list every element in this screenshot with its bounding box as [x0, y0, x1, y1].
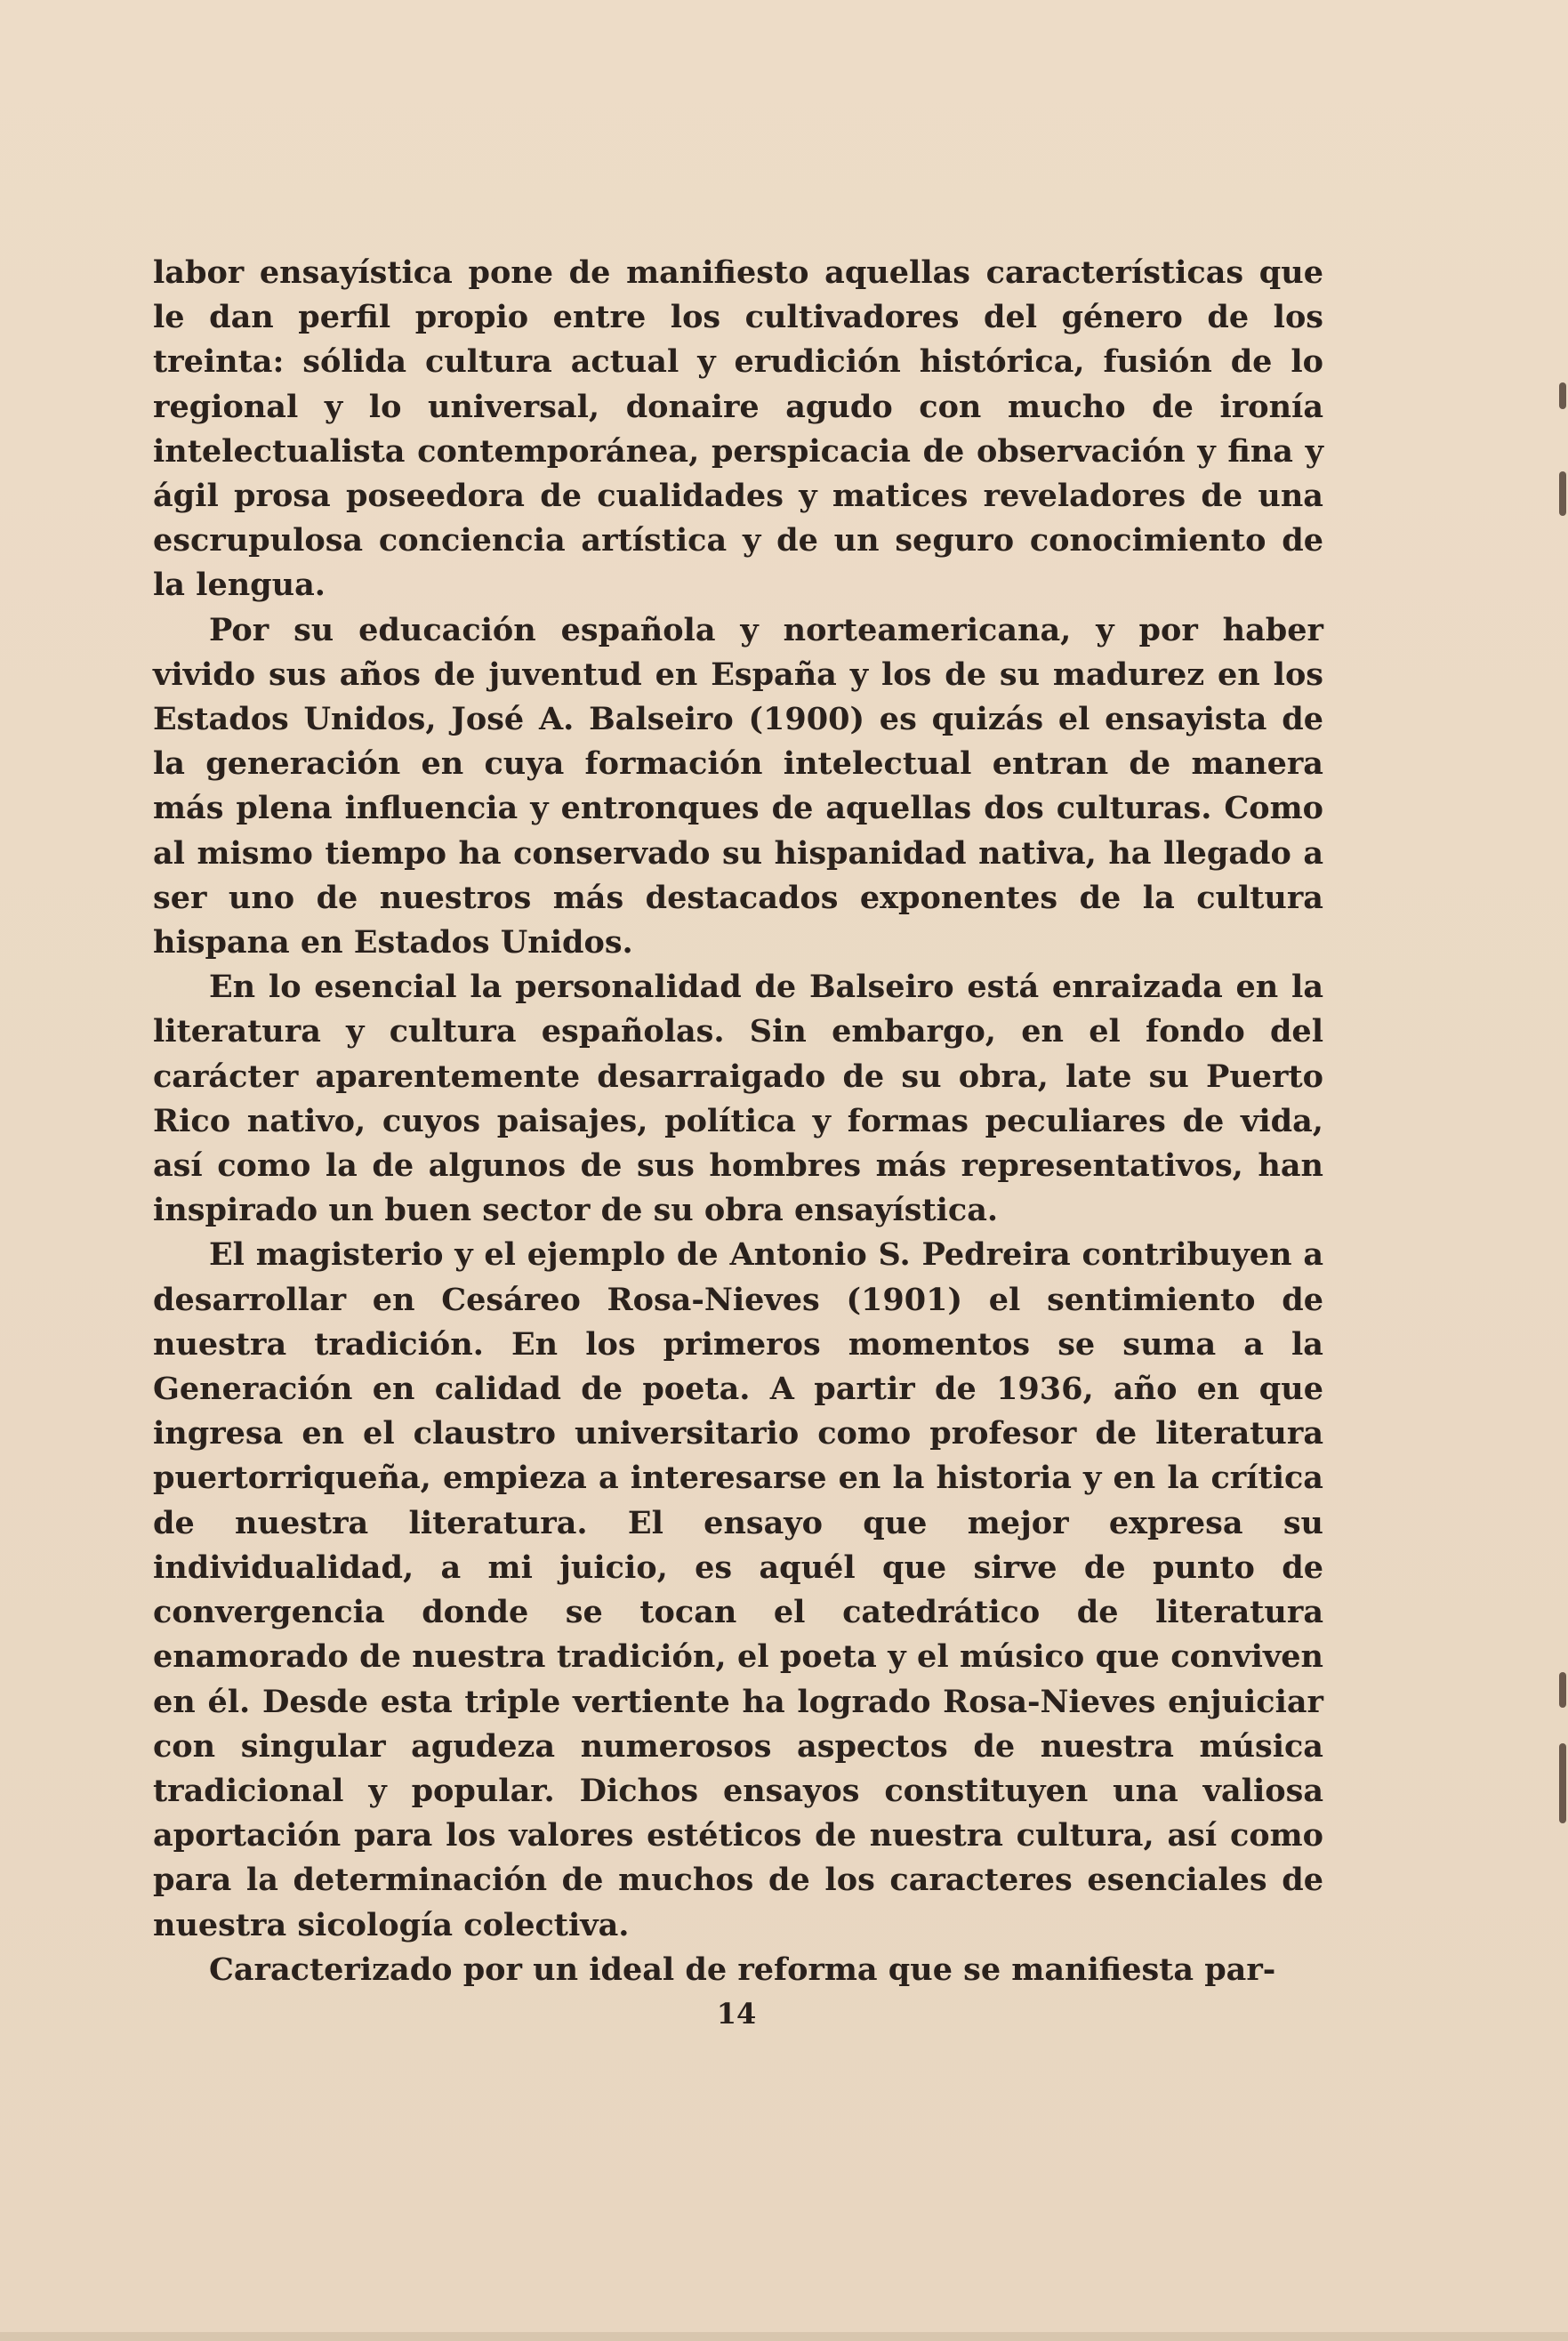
margin-scan-mark: [1559, 1672, 1566, 1708]
paragraph-3: En lo esencial la personalidad de Balseiro está enraizada en la literatura y cultura españolas. Sin embargo, en el fondo del carácter aparentemente desarraigado de su obra, late su Puerto Rico nativo, cuyos paisajes, política y formas peculiares de vida, así como la de algunos de sus hombres más representativos, han inspirado un buen sector de su obra ensayística.: [153, 969, 1323, 1229]
paragraph-1: labor ensayística pone de manifiesto aquellas características que le dan perfil propio entre los cultivadores del género de los treinta: sólida cultura actual y erudición histórica, fusión de lo regional y lo universal, donaire agudo con mucho de ironía intelectualista contemporánea, perspicacia de observación y fina y ágil prosa poseedora de cualidades y matices reveladores de una escrupulosa conciencia artística y de un seguro conocimiento de la lengua.: [153, 254, 1323, 604]
page-bottom-edge: [0, 2332, 1568, 2341]
paragraph-2: Por su educación española y norteamericana, y por haber vivido sus años de juventud en España y los de su madurez en los Estados Unidos, José A. Balseiro (1900) es quizás el ensayista de la generación en cuya formación intelectual entran de manera más plena influencia y entronques de aquellas dos culturas. Como al mismo tiempo ha conservado su hispanidad nativa, ha llegado a ser uno de nuestros más destacados exponentes de la cultura hispana en Estados Unidos.: [153, 611, 1323, 961]
paragraph-5: Caracterizado por un ideal de reforma que se manifiesta par-: [209, 1951, 1276, 1988]
margin-scan-mark: [1559, 1743, 1566, 1823]
page-number: 14: [716, 1997, 757, 2031]
margin-scan-mark: [1559, 382, 1566, 409]
margin-scan-mark: [1559, 471, 1566, 516]
paragraph-4: El magisterio y el ejemplo de Antonio S. Pedreira contribuyen a desarrollar en Cesáreo Rosa-Nieves (1901) el sentimiento de nuestra tradición. En los primeros momentos se suma a la Generación en calidad de poeta. A partir de 1936, año en que ingresa en el claustro universitario como profesor de literatura puertorriqueña, empieza a interesarse en la historia y en la crítica de nuestra literatura. El ensayo que mejor expresa su individualidad, a mi juicio, es aquél que sirve de punto de convergencia donde se tocan el catedrático de literatura enamorado de nuestra tradición, el poeta y el músico que conviven en él. Desde esta triple vertiente ha logrado Rosa-Nieves enjuiciar con singular agudeza numerosos aspectos de nuestra música tradicional y popular. Dichos ensayos constituyen una valiosa aportación para los valores estéticos de nuestra cultura, así como para la determinación de muchos de los caracteres esenciales de nuestra sicología colectiva.: [153, 1236, 1323, 1943]
body-text: [153, 251, 1323, 1992]
